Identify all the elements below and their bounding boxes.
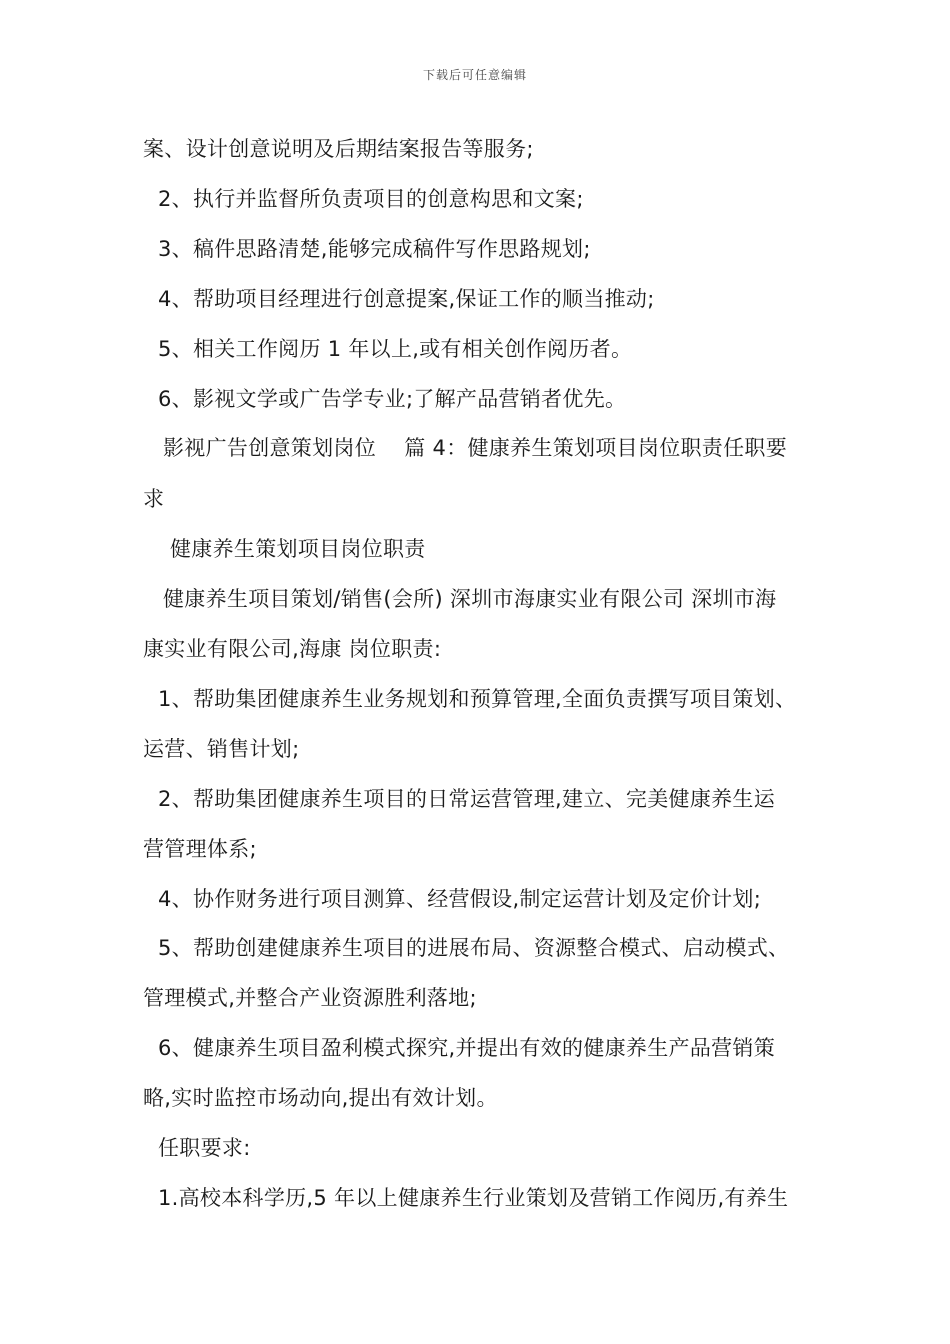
section-heading-continued: 求 <box>143 487 165 511</box>
list-item: 6、影视文学或广告学专业;了解产品营销者优先。 <box>158 387 627 411</box>
page-header: 下载后可任意编辑 <box>422 68 527 82</box>
section-heading: 影视广告创意策划岗位 篇 4：健康养生策划项目岗位职责任职要 <box>163 436 788 460</box>
body-line: 康实业有限公司,海康 岗位职责: <box>143 637 442 661</box>
list-item: 5、帮助创建健康养生项目的进展布局、资源整合模式、启动模式、 <box>158 936 790 960</box>
list-item: 6、健康养生项目盈利模式探究,并提出有效的健康养生产品营销策 <box>158 1036 776 1060</box>
list-item-continued: 管理模式,并整合产业资源胜利落地; <box>143 986 477 1010</box>
list-item-continued: 运营、销售计划; <box>143 737 300 761</box>
requirements-heading: 任职要求: <box>158 1136 251 1160</box>
body-line: 案、设计创意说明及后期结案报告等服务; <box>143 137 534 161</box>
list-item: 4、帮助项目经理进行创意提案,保证工作的顺当推动; <box>158 287 655 311</box>
list-item: 1.高校本科学历,5 年以上健康养生行业策划及营销工作阅历,有养生 <box>158 1186 789 1210</box>
list-item: 1、帮助集团健康养生业务规划和预算管理,全面负责撰写项目策划、 <box>158 687 797 711</box>
list-item: 2、帮助集团健康养生项目的日常运营管理,建立、完美健康养生运 <box>158 787 776 811</box>
list-item: 4、协作财务进行项目测算、经营假设,制定运营计划及定价计划; <box>158 887 762 911</box>
list-item: 3、稿件思路清楚,能够完成稿件写作思路规划; <box>158 237 591 261</box>
list-item: 2、执行并监督所负责项目的创意构思和文案; <box>158 187 584 211</box>
list-item-continued: 营管理体系; <box>143 837 257 861</box>
list-item: 5、相关工作阅历 1 年以上,或有相关创作阅历者。 <box>158 337 633 361</box>
body-line: 健康养生项目策划/销售(会所) 深圳市海康实业有限公司 深圳市海 <box>163 587 777 611</box>
subheading: 健康养生策划项目岗位职责 <box>170 537 426 561</box>
list-item-continued: 略,实时监控市场动向,提出有效计划。 <box>143 1086 498 1110</box>
